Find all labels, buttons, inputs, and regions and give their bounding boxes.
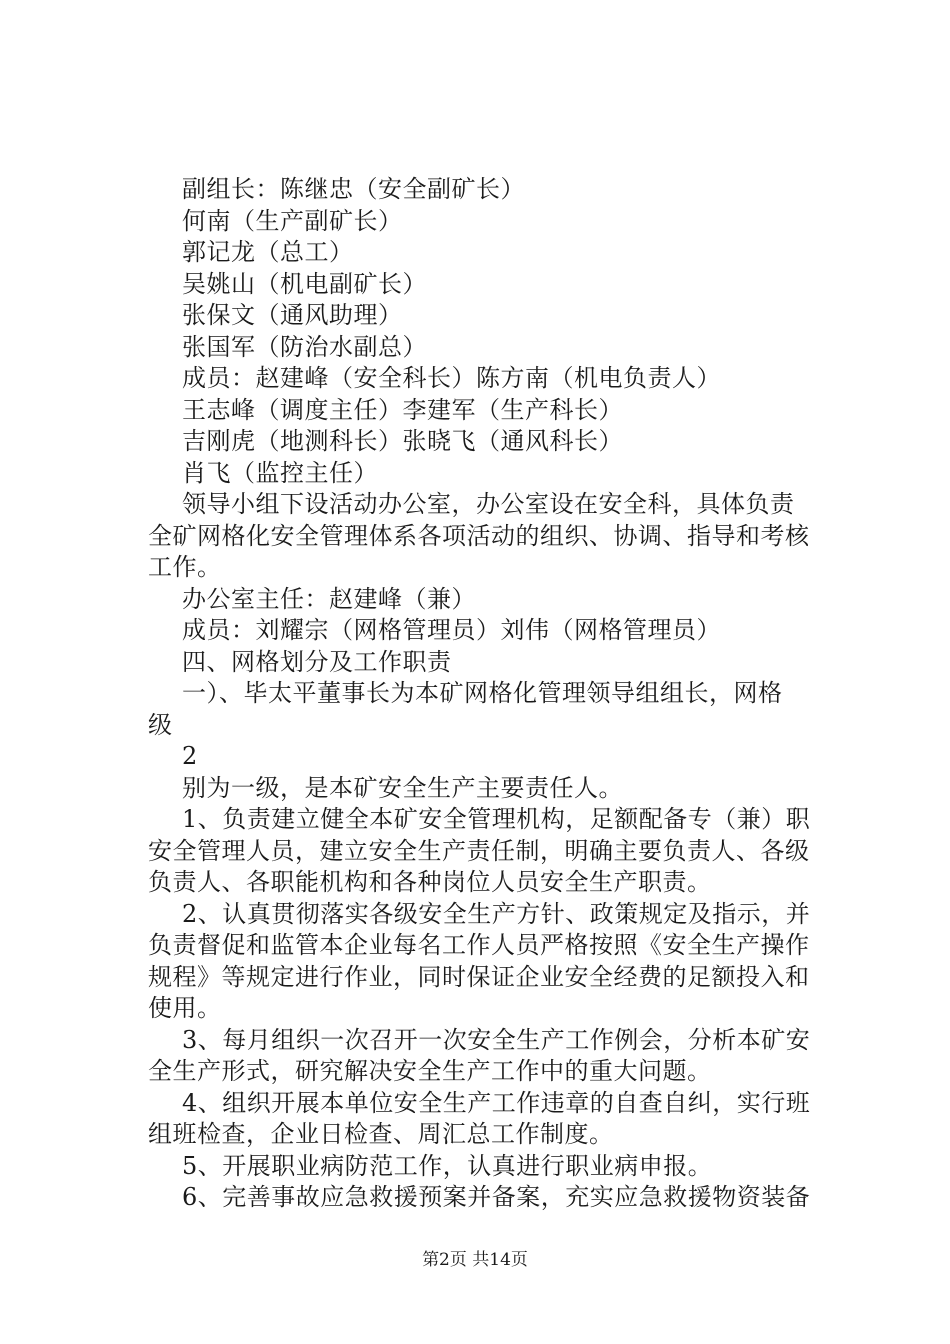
text-line: 全矿网格化安全管理体系各项活动的组织、协调、指导和考核: [148, 521, 810, 550]
text-line: 负责督促和监管本企业每名工作人员严格按照《安全生产操作: [148, 931, 810, 959]
text-line: 四、网格划分及工作职责: [182, 647, 452, 676]
text-line: 张保文（通风助理）: [182, 301, 403, 329]
text-line: 成员：赵建峰（安全科长）陈方南（机电负责人）: [182, 364, 721, 392]
page-marker: 2: [182, 742, 198, 770]
text-line: 级: [148, 710, 173, 739]
text-line: 5、开展职业病防范工作，认真进行职业病申报。: [182, 1151, 713, 1180]
page-footer: 第2页 共14页: [422, 1250, 528, 1270]
text-line: 安全管理人员，建立安全生产责任制，明确主要负责人、各级: [148, 836, 810, 865]
document-body: [148, 174, 834, 1214]
text-line: 使用。: [148, 994, 222, 1022]
text-line: 6、完善事故应急救援预案并备案，充实应急救援物资装备: [182, 1183, 811, 1211]
text-line: 吴姚山（机电副矿长）: [182, 269, 427, 298]
text-line: 一）、毕太平董事长为本矿网格化管理领导组组长，网格: [182, 679, 783, 707]
text-line: 领导小组下设活动办公室，办公室设在安全科，具体负责: [182, 490, 795, 518]
text-line: 成员：刘耀宗（网格管理员）刘伟（网格管理员）: [182, 616, 721, 644]
text-line: 张国军（防治水副总）: [182, 332, 427, 361]
text-block-1: [148, 174, 834, 741]
text-line: 办公室主任：赵建峰（兼）: [182, 584, 476, 613]
text-line: 吉刚虎（地测科长）张晓飞（通风科长）: [182, 427, 623, 455]
text-line: 副组长：陈继忠（安全副矿长）: [182, 175, 525, 203]
text-line: 3、每月组织一次召开一次安全生产工作例会，分析本矿安: [182, 1025, 811, 1054]
text-block-2: [148, 773, 834, 1214]
text-line: 1、负责建立健全本矿安全管理机构，足额配备专（兼）职: [182, 805, 811, 833]
text-line: 别为一级，是本矿安全生产主要责任人。: [182, 773, 623, 802]
text-line: 规程》等规定进行作业，同时保证企业安全经费的足额投入和: [148, 962, 810, 991]
text-line: 2、认真贯彻落实各级安全生产方针、政策规定及指示，并: [182, 899, 811, 928]
text-line: 肖飞（监控主任）: [182, 458, 378, 487]
text-line: 全生产形式，研究解决安全生产工作中的重大问题。: [148, 1057, 712, 1085]
text-line: 组班检查，企业日检查、周汇总工作制度。: [148, 1120, 614, 1148]
text-line: 工作。: [148, 553, 222, 581]
text-line: 4、组织开展本单位安全生产工作违章的自查自纠，实行班: [182, 1088, 811, 1117]
text-line: 王志峰（调度主任）李建军（生产科长）: [182, 395, 623, 424]
text-line: 郭记龙（总工）: [182, 238, 354, 266]
text-line: 何南（生产副矿长）: [182, 206, 403, 235]
text-line: 负责人、各职能机构和各种岗位人员安全生产职责。: [148, 868, 712, 896]
